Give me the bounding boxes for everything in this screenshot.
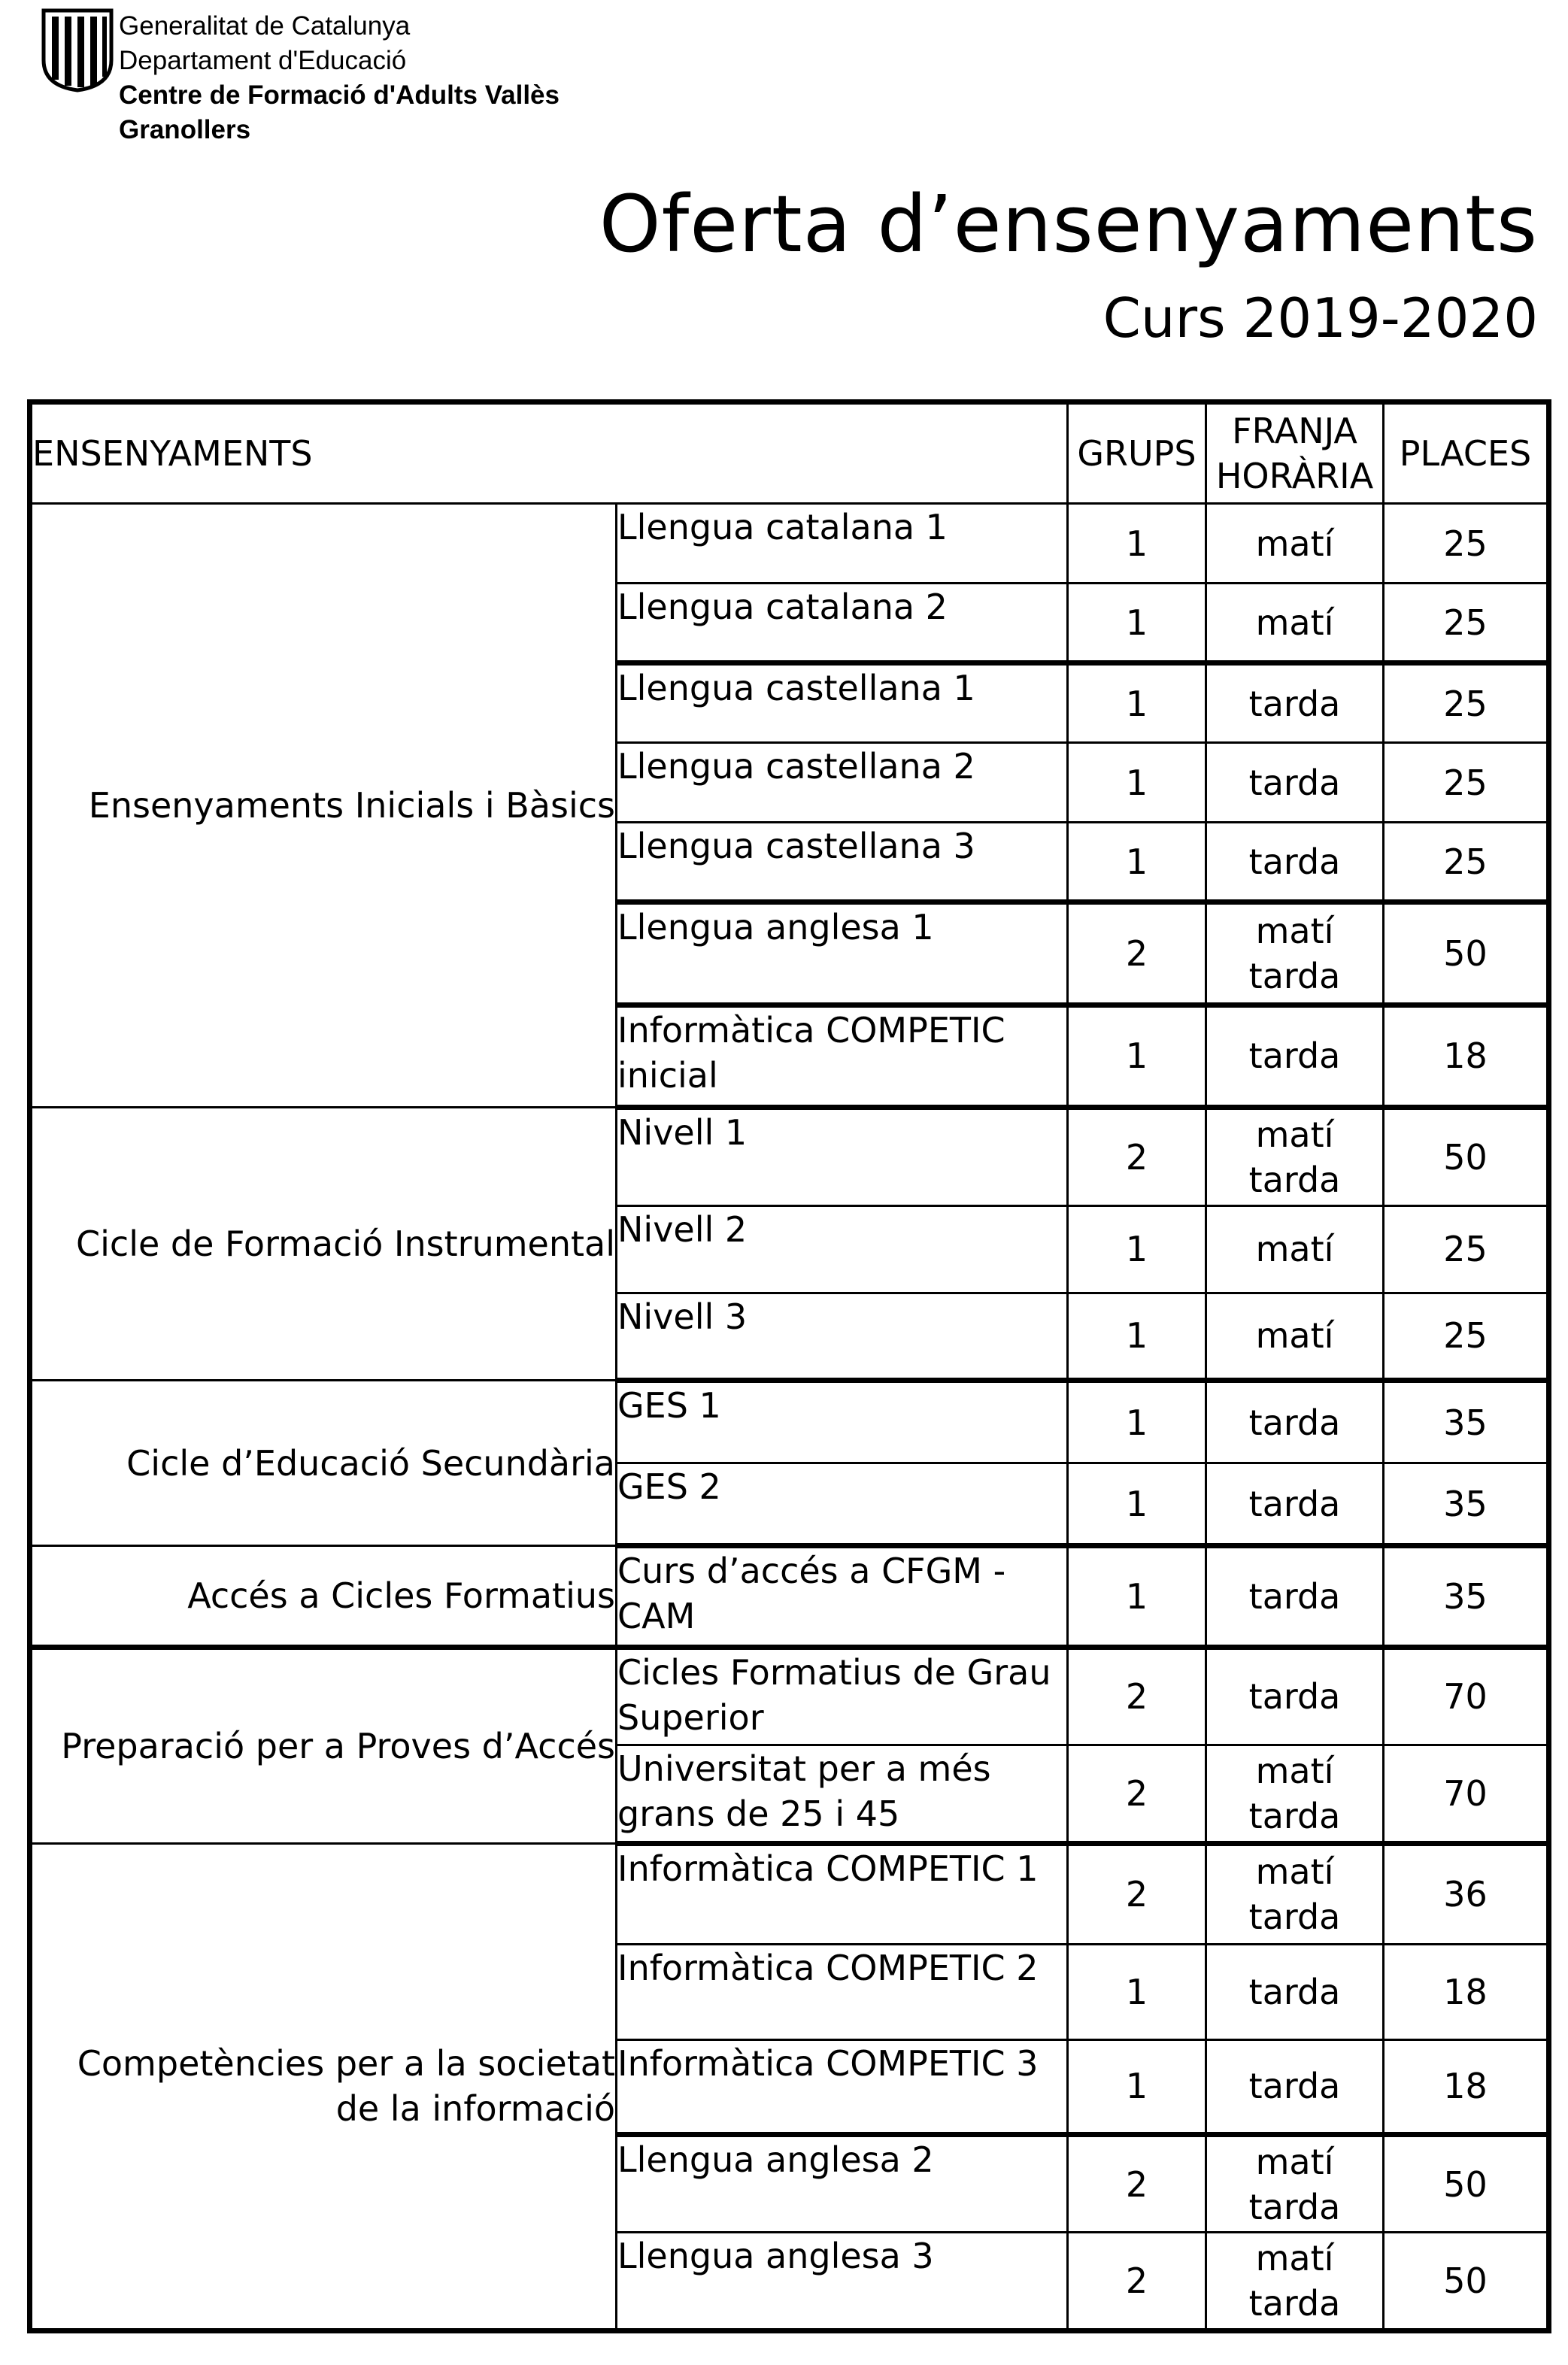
course-name-line: Curs d’accés a CFGM - xyxy=(617,1551,1006,1592)
area-name-cell xyxy=(30,1843,617,2330)
franja-value: tarda xyxy=(1248,1575,1341,1617)
course-name-cell xyxy=(617,1108,1068,1205)
header-grups: GRUPS xyxy=(1068,402,1206,504)
course-name-line: Llengua catalana 2 xyxy=(617,587,948,627)
places-cell: 35 xyxy=(1384,1463,1549,1546)
franja-value: matí xyxy=(1255,602,1334,643)
franja-value: matí xyxy=(1255,1229,1334,1270)
grups-cell: 2 xyxy=(1068,1108,1206,1205)
area-name-line: Ensenyaments Inicials i Bàsics xyxy=(88,785,615,826)
course-name-line: grans de 25 i 45 xyxy=(617,1793,900,1835)
franja-horaria-cell xyxy=(1206,1205,1384,1293)
franja-horaria-cell xyxy=(1206,1381,1384,1463)
course-name-line: Superior xyxy=(617,1696,764,1738)
franja-horaria-cell xyxy=(1206,1005,1384,1108)
grups-cell: 1 xyxy=(1068,1546,1206,1648)
franja-value: matí xyxy=(1255,523,1334,564)
area-name-cell xyxy=(30,504,617,1108)
course-name-line: Informàtica COMPETIC 1 xyxy=(617,1848,1039,1889)
franja-horaria-cell xyxy=(1206,1293,1384,1380)
franja-horaria-cell xyxy=(1206,1463,1384,1546)
area-name-line: Cicle d’Educació Secundària xyxy=(126,1442,615,1484)
course-name-line: Llengua anglesa 2 xyxy=(617,2139,934,2180)
course-name-cell xyxy=(617,823,1068,902)
center-name: Centre de Formació d'Adults Vallès xyxy=(119,80,560,110)
table-body xyxy=(30,504,1549,2331)
course-name-cell xyxy=(617,1745,1068,1843)
course-name-cell xyxy=(617,902,1068,1005)
area-name-line: Cicle de Formació Instrumental xyxy=(76,1223,615,1265)
course-name-line: Informàtica COMPETIC 2 xyxy=(617,1948,1039,1989)
franja-value: tarda xyxy=(1248,955,1341,996)
course-name-line: Llengua anglesa 3 xyxy=(617,2236,934,2277)
places-cell: 50 xyxy=(1384,902,1549,1005)
org-line-generalitat: Generalitat de Catalunya xyxy=(119,11,411,41)
places-cell: 25 xyxy=(1384,1293,1549,1380)
course-name-line: Nivell 3 xyxy=(617,1296,748,1337)
table-row xyxy=(30,1546,1549,1648)
franja-horaria-cell xyxy=(1206,663,1384,743)
area-name-cell xyxy=(30,1647,617,1843)
course-name-cell xyxy=(617,584,1068,663)
header-places: PLACES xyxy=(1384,402,1549,504)
franja-horaria-cell xyxy=(1206,1108,1384,1205)
franja-value: matí xyxy=(1255,2238,1334,2279)
grups-cell: 2 xyxy=(1068,1745,1206,1843)
franja-horaria-cell xyxy=(1206,743,1384,823)
area-name-line: Competències per a la societat xyxy=(77,2043,615,2085)
course-name-line: Llengua catalana 1 xyxy=(617,507,948,547)
grups-cell: 2 xyxy=(1068,1843,1206,1945)
course-name-cell xyxy=(617,1945,1068,2039)
course-name-cell xyxy=(617,1205,1068,1293)
course-name-line: Universitat per a més xyxy=(617,1748,991,1790)
franja-value: tarda xyxy=(1248,1483,1341,1524)
franja-horaria-cell xyxy=(1206,504,1384,584)
franja-horaria-cell xyxy=(1206,2134,1384,2232)
places-cell: 50 xyxy=(1384,2233,1549,2331)
course-name-cell xyxy=(617,1546,1068,1648)
course-name-cell xyxy=(617,2134,1068,2232)
course-offer-table xyxy=(27,399,1551,2333)
grups-cell: 1 xyxy=(1068,584,1206,663)
course-name-cell xyxy=(617,2233,1068,2331)
franja-value: tarda xyxy=(1248,1159,1341,1200)
course-name-line: Llengua castellana 1 xyxy=(617,668,975,708)
org-line-departament: Departament d'Educació xyxy=(119,46,407,75)
table-row xyxy=(30,1381,1549,1463)
franja-value: tarda xyxy=(1248,1035,1341,1077)
area-name-line: Preparació per a Proves d’Accés xyxy=(61,1725,615,1766)
generalitat-shield-icon xyxy=(41,8,114,93)
franja-horaria-cell xyxy=(1206,1546,1384,1648)
franja-value: tarda xyxy=(1248,1897,1341,1938)
places-cell: 25 xyxy=(1384,743,1549,823)
places-cell: 35 xyxy=(1384,1381,1549,1463)
franja-horaria-cell xyxy=(1206,823,1384,902)
grups-cell: 1 xyxy=(1068,1463,1206,1546)
franja-value: tarda xyxy=(1248,683,1341,724)
course-name-line: GES 1 xyxy=(617,1385,721,1426)
franja-value: tarda xyxy=(1248,1971,1341,2012)
places-cell: 18 xyxy=(1384,2039,1549,2134)
grups-cell: 2 xyxy=(1068,1647,1206,1745)
places-cell: 18 xyxy=(1384,1945,1549,2039)
grups-cell: 1 xyxy=(1068,1293,1206,1380)
table-row xyxy=(30,1843,1549,1945)
places-cell: 50 xyxy=(1384,2134,1549,2232)
course-name-cell xyxy=(617,1843,1068,1945)
places-cell: 25 xyxy=(1384,1205,1549,1293)
franja-horaria-cell xyxy=(1206,1945,1384,2039)
grups-cell: 1 xyxy=(1068,1381,1206,1463)
course-name-line: GES 2 xyxy=(617,1466,721,1508)
area-name-cell xyxy=(30,1108,617,1381)
header-franja-line: FRANJA xyxy=(1232,411,1357,451)
page-title: Oferta d’ensenyaments xyxy=(599,178,1538,270)
course-name-cell xyxy=(617,1293,1068,1380)
course-name-line: CAM xyxy=(617,1596,696,1637)
grups-cell: 1 xyxy=(1068,743,1206,823)
franja-horaria-cell xyxy=(1206,584,1384,663)
table-row xyxy=(30,504,1549,584)
franja-value: tarda xyxy=(1248,2066,1341,2107)
franja-value: tarda xyxy=(1248,1402,1341,1443)
grups-cell: 1 xyxy=(1068,1005,1206,1108)
franja-horaria-cell xyxy=(1206,1745,1384,1843)
franja-value: tarda xyxy=(1248,1795,1341,1836)
franja-horaria-cell xyxy=(1206,902,1384,1005)
franja-value: matí xyxy=(1255,910,1334,951)
franja-value: tarda xyxy=(1248,2186,1341,2227)
course-name-cell xyxy=(617,1381,1068,1463)
course-name-cell xyxy=(617,1647,1068,1745)
grups-cell: 2 xyxy=(1068,2233,1206,2331)
header-horaria-line: HORÀRIA xyxy=(1215,456,1374,496)
franja-value: tarda xyxy=(1248,841,1341,882)
franja-horaria-cell xyxy=(1206,2233,1384,2331)
places-cell: 25 xyxy=(1384,663,1549,743)
franja-value: matí xyxy=(1255,1750,1334,1791)
table-row xyxy=(30,1108,1549,1205)
franja-value: matí xyxy=(1255,1315,1334,1357)
course-name-cell xyxy=(617,743,1068,823)
table-row xyxy=(30,1647,1549,1745)
course-name-cell xyxy=(617,1005,1068,1108)
places-cell: 36 xyxy=(1384,1843,1549,1945)
places-cell: 25 xyxy=(1384,504,1549,584)
area-name-line: Accés a Cicles Formatius xyxy=(187,1575,615,1616)
course-name-line: Llengua castellana 2 xyxy=(617,746,975,787)
places-cell: 25 xyxy=(1384,823,1549,902)
center-city: Granollers xyxy=(119,115,251,144)
places-cell: 25 xyxy=(1384,584,1549,663)
franja-horaria-cell xyxy=(1206,2039,1384,2134)
course-name-line: Informàtica COMPETIC xyxy=(617,1009,1005,1051)
course-name-line: Nivell 1 xyxy=(617,1112,748,1154)
grups-cell: 1 xyxy=(1068,504,1206,584)
places-cell: 70 xyxy=(1384,1647,1549,1745)
franja-value: matí xyxy=(1255,1114,1334,1155)
grups-cell: 2 xyxy=(1068,902,1206,1005)
franja-value: tarda xyxy=(1248,1676,1341,1718)
course-name-line: Llengua anglesa 1 xyxy=(617,907,934,948)
grups-cell: 1 xyxy=(1068,1945,1206,2039)
franja-value: tarda xyxy=(1248,2283,1341,2324)
places-cell: 50 xyxy=(1384,1108,1549,1205)
franja-horaria-cell xyxy=(1206,1647,1384,1745)
places-cell: 70 xyxy=(1384,1745,1549,1843)
places-cell: 18 xyxy=(1384,1005,1549,1108)
course-name-line: Nivell 2 xyxy=(617,1208,748,1250)
course-name-line: Informàtica COMPETIC 3 xyxy=(617,2042,1039,2084)
franja-horaria-cell xyxy=(1206,1843,1384,1945)
grups-cell: 2 xyxy=(1068,2134,1206,2232)
grups-cell: 1 xyxy=(1068,823,1206,902)
header-franja-horaria xyxy=(1206,402,1384,504)
franja-value: matí xyxy=(1255,2141,1334,2182)
grups-cell: 1 xyxy=(1068,2039,1206,2134)
franja-value: matí xyxy=(1255,1851,1334,1893)
course-name-line: Llengua castellana 3 xyxy=(617,826,975,866)
table-header-row xyxy=(30,402,1549,504)
course-name-cell xyxy=(617,663,1068,743)
course-name-line: inicial xyxy=(617,1054,718,1096)
course-name-cell xyxy=(617,1463,1068,1546)
grups-cell: 1 xyxy=(1068,1205,1206,1293)
area-name-cell xyxy=(30,1381,617,1546)
franja-value: tarda xyxy=(1248,762,1341,803)
page-subtitle: Curs 2019-2020 xyxy=(1102,287,1538,350)
course-name-line: Cicles Formatius de Grau xyxy=(617,1651,1051,1693)
course-name-cell xyxy=(617,504,1068,584)
places-cell: 35 xyxy=(1384,1546,1549,1648)
area-name-line: de la informació xyxy=(335,2088,615,2130)
course-name-cell xyxy=(617,2039,1068,2134)
area-name-cell xyxy=(30,1546,617,1648)
grups-cell: 1 xyxy=(1068,663,1206,743)
header-ensenyaments: ENSENYAMENTS xyxy=(30,402,1068,504)
organization-text xyxy=(119,9,560,147)
